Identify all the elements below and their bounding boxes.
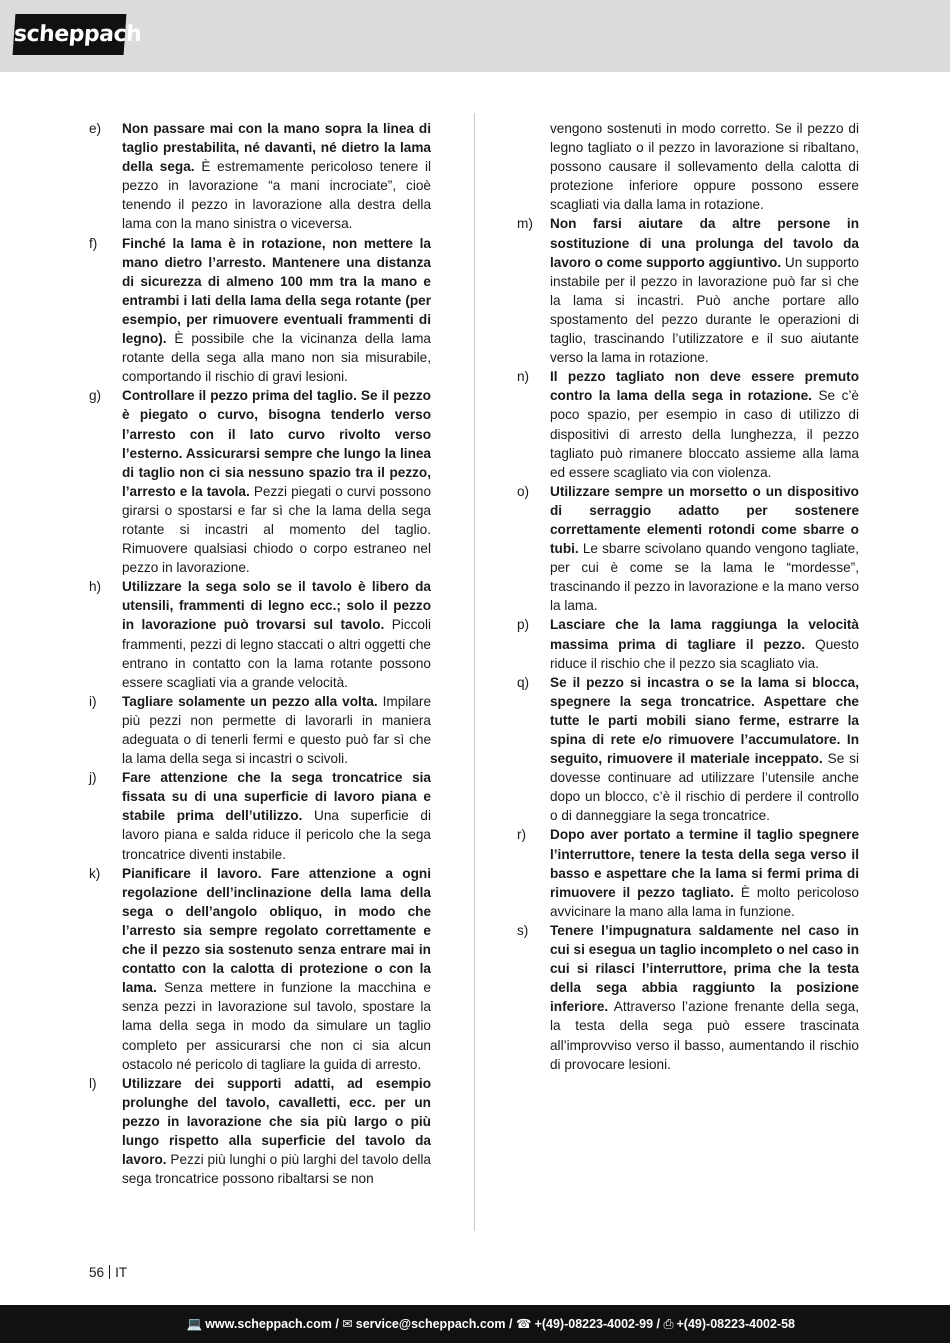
item-text: Attraverso l’azione frenante della sega, la testa della sega può essere trascinata all’improvviso verso il basso, aumentando il rischio di provocare lesioni. (550, 999, 859, 1072)
item-letter: o) (517, 483, 530, 499)
footer-bar (0, 1305, 950, 1343)
item-text: Un supporto instabile per il pezzo in lavorazione può far sì che la lama si incastri. Può anche portare allo spostamento del pezzo durante le operazioni di taglio, trascinando l’utilizzatore e il suo aiutante verso la lama in rotazione. (550, 254, 859, 366)
item-bold-text: Utilizzare dei supporti adatti, ad esempio prolunghe del tavolo, cavalletti, ecc. per un pezzo in lavorazione che sia più largo o più lungo rispetto alla superficie del tavolo da lavoro. (122, 1075, 431, 1168)
item-text: Pezzi piegati o curvi possono girarsi o spostarsi e far sì che la lama della sega rotante si incastri al momento del taglio. Rimuovere qualsiasi chiodo o corpo estraneo nel pezzo in lavorazione. (122, 483, 432, 576)
item-text: Se si dovesse continuare ad utilizzare l’utensile anche dopo un blocco, c’è il rischio di perdere il controllo o di danneggiare la sega troncatrice. (550, 751, 860, 824)
item-letter: f) (89, 235, 98, 251)
item-bold-text: Non passare mai con la mano sopra la linea di taglio prestabilita, né davanti, né dietro la lama della sega. (122, 121, 431, 175)
list-item (517, 214, 859, 367)
item-bold-text: Non farsi aiutare da altre persone in sostituzione di una prolunga del tavolo da lavoro o come supporto aggiuntivo. (550, 216, 859, 270)
list-item (89, 577, 431, 692)
list-item-continuation (517, 119, 859, 214)
item-letter: m) (517, 216, 533, 232)
list-item (517, 482, 859, 616)
item-text: Le sbarre scivolano quando vengono tagliate, per cui è come se la lama le “mordesse”, trascinando il pezzo in lavorazione e la mano verso la lama. (550, 541, 859, 614)
item-bold-text: Finché la lama è in rotazione, non mettere la mano dietro l’arresto. Mantenere una distanza di sicurezza di almeno 100 mm tra la mano e entrambi i lati della lama della sega rotante (per esempio, per rimuovere eventuali frammenti di legno). (122, 235, 431, 347)
footer-email-link[interactable]: service@scheppach.com / (355, 1317, 513, 1331)
item-bold-text: Tenere l’impugnatura saldamente nel caso in cui si esegua un taglio incompleto o nel caso in cui si rilasci l’interruttore, prima che la testa della sega abbia raggiunto la posizione inferiore. (550, 922, 859, 1015)
item-bold-text: Il pezzo tagliato non deve essere premuto contro la lama della sega in rotazione. (550, 369, 859, 404)
item-text: È estremamente pericoloso tenere il pezzo in lavorazione “a mani incrociate”, cioè tenendo il pezzo in lavorazione alla destra della lama con la mano sinistra o viceversa. (122, 159, 431, 232)
item-text: È molto pericoloso avvicinare la mano alla lama in funzione. (550, 884, 859, 919)
page-number-value: 56 (89, 1265, 105, 1280)
item-bold-text: Lasciare che la lama raggiunga la velocità massima prima di tagliare il pezzo. (550, 617, 859, 652)
list-item (89, 119, 431, 234)
footer-contacts (187, 1316, 795, 1332)
item-bold-text: Dopo aver portato a termine il taglio spegnere l’interruttore, tenere la testa della sega verso il basso e aspettare che la lama si fermi prima di rimuovere il pezzo tagliato. (550, 827, 859, 900)
list-item (517, 367, 859, 482)
list-item (89, 386, 431, 577)
item-text: Pezzi più lunghi o più larghi del tavolo della sega troncatrice possono ribaltarsi se non (122, 1152, 431, 1187)
item-text: Piccoli frammenti, pezzi di legno staccati o altri oggetti che entrano in contatto con la lama rotante possono essere scagliati via a grande velocità. (122, 617, 431, 690)
item-letter: g) (89, 388, 102, 404)
left-column (89, 119, 431, 1188)
header-bar (0, 0, 950, 72)
computer-icon: 💻 (186, 1317, 203, 1331)
item-text: Se c’è poco spazio, per esempio in caso di utilizzo di dispositivi di arresto della lunghezza, il pezzo tagliato può rimanere bloccato assieme alla lama ed essere scagliato via con violenza. (550, 388, 859, 480)
item-bold-text: Utilizzare la sega solo se il tavolo è libero da utensili, frammenti di legno ecc.; solo il pezzo in lavorazione può trovarsi sul tavolo. (122, 579, 431, 633)
item-bold-text: Controllare il pezzo prima del taglio. Se il pezzo è piegato o curvo, bisogna tenderlo verso l’arresto con il lato curvo rivolto verso l’esterno. Assicurarsi sempre che lungo la linea di taglio non ci sia nessuno spazio tra il pezzo, l’arresto e la tavola. (122, 388, 431, 499)
item-letter: j) (89, 770, 97, 786)
page-number-separator (109, 1265, 110, 1279)
item-letter: n) (517, 369, 530, 385)
item-letter: q) (517, 674, 530, 690)
list-item (517, 921, 859, 1074)
item-letter: s) (517, 922, 529, 938)
item-bold-text: Fare attenzione che la sega troncatrice sia fissata su di una superficie di lavoro piana e stabile prima dell’utilizzo. (122, 770, 431, 824)
item-letter: e) (89, 121, 102, 136)
item-letter: k) (89, 865, 101, 881)
list-item (517, 615, 859, 672)
item-bold-text: Tagliare solamente un pezzo alla volta. (122, 693, 378, 709)
brand-logo: scheppach (13, 14, 127, 55)
page-number (89, 1265, 127, 1280)
footer-fax: +(49)-08223-4002-58 (676, 1317, 795, 1331)
item-text: Impilare più pezzi non permette di lavorarli in maniera adeguata o di tenerli fermi e questo può far sì che la lama della sega si incastri o scivoli. (122, 693, 432, 767)
list-item (89, 768, 431, 863)
item-letter: p) (517, 617, 530, 633)
list-item (89, 1074, 431, 1189)
item-letter: l) (89, 1075, 97, 1091)
item-text: Questo riduce il rischio che il pezzo sia scagliato via. (550, 636, 859, 671)
phone-icon: ☎ (515, 1317, 532, 1331)
email-icon: ✉ (342, 1317, 353, 1331)
list-item (517, 673, 859, 826)
item-text: vengono sostenuti in modo corretto. Se il pezzo di legno tagliato o il pezzo in lavorazione si ribaltano, possono causare il sollevamento della calotta di protezione inferiore oppure possono essere scagliati via dalla lama in rotazione. (550, 121, 859, 213)
item-bold-text: Utilizzare sempre un morsetto o un dispositivo di serraggio adatto per sostenere correttamente elementi rotondi come sbarre o tubi. (550, 483, 859, 557)
footer-phone: +(49)-08223-4002-99 / (534, 1317, 660, 1331)
list-item (89, 234, 431, 387)
item-letter: r) (517, 827, 527, 843)
column-divider (474, 113, 475, 1231)
list-item (517, 825, 859, 920)
page-language: IT (115, 1265, 128, 1280)
footer-website-link[interactable]: www.scheppach.com / (205, 1317, 339, 1331)
item-bold-text: Se il pezzo si incastra o se la lama si blocca, spegnere la sega troncatrice. Aspettare che tutte le parti mobili siano ferme, estrarre la spina di rete e/o rimuovere l’accumulatore. In seguito, rimuovere il materiale inceppato. (550, 674, 859, 767)
item-text: Una superficie di lavoro piana e salda riduce il pericolo che la sega troncatrice diventi instabile. (122, 808, 431, 862)
list-item (89, 864, 431, 1074)
item-letter: h) (89, 579, 102, 595)
item-letter: i) (89, 693, 97, 709)
list-item (89, 692, 431, 768)
item-text: Senza mettere in funzione la macchina e senza pezzi in lavorazione sul tavolo, spostare la lama della sega in modo da simulare un taglio completo per assicurarsi che non ci sia alcun ostacolo né pericolo di tagliare la guida di arresto. (122, 980, 431, 1072)
item-bold-text: Pianificare il lavoro. Fare attenzione a ogni regolazione dell’inclinazione della lama della sega o dell’angolo obliquo, in modo che l’arresto sia sempre regolato correttamente e che il pezzo sia sostenuto senza entrare mai in contatto con la calotta di protezione o con la lama. (122, 865, 431, 996)
fax-icon: ⎙ (663, 1317, 674, 1331)
right-column (517, 119, 859, 1074)
item-text: È possibile che la vicinanza della lama rotante della sega alla mano non sia misurabile, comportando il rischio di gravi lesioni. (122, 331, 431, 385)
